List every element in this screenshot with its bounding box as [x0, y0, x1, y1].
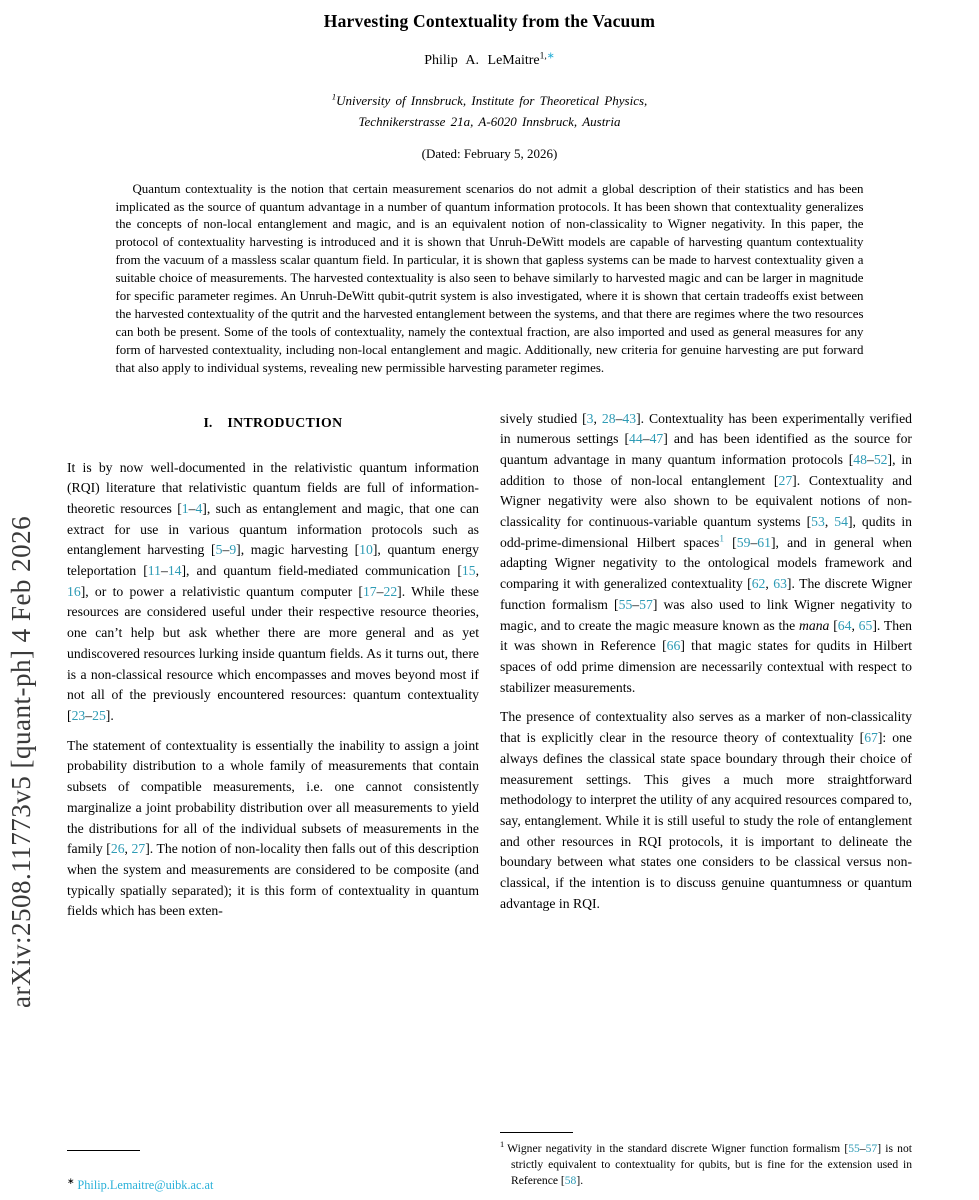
text-run: ], quantum energy teleportation [: [67, 542, 479, 579]
text-run: –: [376, 583, 384, 599]
text-run: ]. The notion of non-locality then falls out of this description when the system and measurements are considered to be composite (and typically spatially separated); it is this form of contextuality in quantum fields which has been exten-: [67, 841, 479, 919]
citation-link[interactable]: 53: [811, 514, 825, 530]
text-run: ], and in general when adapting Wigner negativity to the ontological models framework and comparing it with generalized contextuality [: [500, 534, 913, 592]
citation-link[interactable]: 67: [864, 730, 878, 746]
text-run: –: [160, 563, 168, 579]
footnote-right: [500, 1132, 912, 1188]
text-run: ] is not strictly equivalent to contextuality for qubits, but is fine for the extension used in Reference [: [511, 1142, 912, 1187]
text-run: ], and quantum field-mediated communication [: [181, 563, 462, 579]
text-run: ,: [124, 841, 132, 857]
citation-link[interactable]: 55: [618, 596, 633, 612]
citation-link[interactable]: 27: [131, 841, 146, 857]
text-run: sively studied [: [500, 410, 587, 426]
left-column: [67, 409, 479, 931]
citation-link[interactable]: 26: [110, 841, 125, 857]
abstract: [116, 181, 864, 378]
citation-link[interactable]: 43: [622, 410, 637, 426]
citation-link[interactable]: 57: [865, 1142, 878, 1155]
text-run: ,: [475, 563, 479, 579]
paragraph: [67, 736, 479, 922]
text-run: ]. Contextuality has been experimentally verified in numerous settings [: [500, 410, 912, 447]
citation-link[interactable]: 23: [71, 708, 86, 723]
citation-link[interactable]: 14: [167, 563, 182, 579]
citation-link[interactable]: 1: [181, 500, 189, 516]
citation-link[interactable]: 17: [362, 583, 377, 599]
paper-content: [67, 0, 912, 931]
text-run: ] that magic states for qudits in Hilbert spaces of odd prime dimension are necessarily contextual with respect to stabilizer measurements.: [500, 638, 912, 695]
text-run: ]. Contextuality and Wigner negativity were also shown to be equivalent notions of non-classicality for continuous-variable quantum systems [: [500, 472, 912, 530]
citation-link[interactable]: 44: [629, 431, 643, 447]
text-run: ,: [824, 514, 835, 530]
citation-link[interactable]: 10: [359, 542, 373, 558]
text-run: ].: [105, 708, 114, 723]
email-link[interactable]: Philip.Lemaitre@uibk.ac.at: [77, 1178, 214, 1192]
text-run: ,: [593, 410, 602, 426]
citation-link[interactable]: 55: [848, 1142, 860, 1155]
text-run: ,: [851, 617, 859, 633]
paragraph: [500, 409, 912, 699]
citation-link[interactable]: 54: [834, 514, 848, 530]
text-run: ], or to power a relativistic quantum computer [: [80, 583, 363, 599]
paragraph: [500, 707, 912, 914]
citation-link[interactable]: 4: [195, 500, 203, 516]
author-line: [67, 53, 912, 69]
footnote-1: [500, 1141, 912, 1188]
affiliation-marker: 1: [331, 91, 337, 102]
right-column: [500, 409, 912, 931]
citation-link[interactable]: 3: [586, 410, 594, 426]
abstract-text: Quantum contextuality is the notion that certain measurement scenarios do not admit a global description of their statistics and has been implicated as the source of quantum advantage in a number of quantum information protocols. It has been shown that contextuality generalizes the concepts of non-local entanglement and magic, and is an equivalent notion of non-classicality to Wigner negativity. In this paper, the protocol of contextuality harvesting is introduced and it is shown that Unruh-DeWitt models are capable of harvesting quantum contextuality from the vacuum of a massless scalar quantum field. In particular, it is shown that gapless systems can be made to harvest contextuality given a suitable choice of measurements. The harvested contextuality is also seen to behave similarly to harvested magic and can be larger in magnitude for specific parameter regimes. An Unruh-DeWitt qubit-qutrit system is also investigated, where it is shown that certain tradeoffs exist between the harvested contextuality of the qutrit and the harvested entanglement between the systems, and that there are regimes where the two resources can both be present. Some of the tools of contextuality, namely the contextual fraction, are also imported and used as general measures for any form of harvested contextuality, including non-local entanglement and magic. Additionally, new criteria for genuine harvesting are put forward that also apply to individual systems, revealing new permissible harvesting parameter regimes.: [115, 181, 864, 375]
citation-link[interactable]: 58: [564, 1173, 577, 1187]
author-affiliation-marker: 1,: [539, 51, 547, 62]
text-run: It is by now well-documented in the relativistic quantum information (RQI) literature that relativistic quantum fields are full of information-theoretic resources [: [67, 459, 479, 516]
affiliation: [67, 91, 912, 133]
text-run: ] and has been identified as the source for quantum advantage in many quantum information protocols [: [500, 431, 912, 467]
citation-link[interactable]: 28: [601, 410, 616, 426]
text-run: –: [85, 708, 93, 723]
citation-link[interactable]: 66: [666, 638, 681, 654]
text-run: –: [222, 542, 230, 558]
text-run: ], qudits in odd-prime-dimensional Hilbert spaces: [500, 514, 912, 550]
citation-link[interactable]: 62: [751, 576, 766, 592]
citation-link[interactable]: 11: [147, 563, 161, 579]
text-run: –: [859, 1142, 866, 1155]
text-run: ,: [765, 576, 774, 592]
arxiv-watermark: arXiv:2508.11773v5 [quant-ph] 4 Feb 2026: [6, 515, 36, 1008]
text-run: The presence of contextuality also serves as a marker of non-classicality that is explicitly clear in the resource theory of contextuality [: [500, 709, 912, 746]
date-line: (Dated: February 5, 2026): [421, 145, 558, 161]
citation-link[interactable]: 64: [837, 617, 852, 633]
affiliation-line-1: University of Innsbruck, Institute for Theoretical Physics,: [336, 93, 648, 108]
footnote-1-text: [507, 1142, 912, 1187]
text-run: The statement of contextuality is essentially the inability to assign a joint probability distribution to a whole family of measurements that contain subsets of compatible measurements, i.e. one cannot consistently marginalize a joint probability distribution over all measurements to yield the distributions for all of the individual subsets of measurements in the family [: [67, 737, 479, 857]
text-run: ]. Then it was shown in Reference [: [500, 617, 913, 654]
footnote-separator: [500, 1132, 573, 1133]
text-run: ]. While these resources are considered useful under their respective resource theories, one can’t help but ask whether there are more general and as yet undiscovered resources lurking inside quantum fields. As it turns out, there is a non-classical resource which encompasses and moves beyond most if not all of the previously encountered resources: quantum contextuality [: [67, 583, 479, 723]
citation-link[interactable]: 47: [649, 431, 664, 447]
emphasis-text: mana: [798, 617, 830, 633]
text-run: [: [724, 534, 737, 550]
citation-link[interactable]: 52: [873, 451, 888, 467]
citation-link[interactable]: 63: [773, 576, 787, 592]
footnote-1-marker: 1: [500, 1140, 505, 1150]
citation-link[interactable]: 48: [853, 451, 867, 467]
footnote-ref-link[interactable]: 1: [719, 534, 724, 545]
citation-link[interactable]: 15: [461, 563, 476, 579]
author-footnote-marker[interactable]: ∗: [546, 51, 555, 62]
text-run: Wigner negativity in the standard discrete Wigner function formalism [: [507, 1142, 849, 1155]
text-run: –: [615, 410, 623, 426]
citation-link[interactable]: 16: [67, 583, 81, 599]
citation-link[interactable]: 65: [858, 617, 873, 633]
text-run: ]. The discrete Wigner function formalism [: [500, 576, 913, 612]
citation-link[interactable]: 27: [778, 472, 793, 488]
text-run: –: [866, 451, 874, 467]
text-run: –: [188, 500, 196, 516]
citation-link[interactable]: 57: [639, 596, 653, 612]
email-footnote-marker: ∗: [67, 1175, 75, 1186]
footnote-left: [67, 1150, 479, 1193]
citation-link[interactable]: 5: [215, 542, 223, 558]
text-run: –: [632, 596, 640, 612]
text-run: –: [750, 534, 758, 550]
text-run: ], in addition to those of non-local entanglement [: [500, 451, 912, 488]
text-run: ]: one always defines the classical state space boundary through their choice of measurement settings. This gives a much more straightforward methodology to interpret the utility of any acquired resources compared to, say, entanglement. While it is still useful to study the role of entanglement and other resources in RQI protocols, it is important to delineate the boundary between what states one considers to be classical versus non-classical, if the intention is to discuss genuine quantumness or quantum advantage in RQI.: [500, 730, 913, 911]
text-run: ] was also used to link Wigner negativity to magic, and to create the magic measure known as the: [500, 596, 912, 633]
citation-link[interactable]: 25: [92, 708, 106, 723]
paragraph: [67, 458, 479, 727]
text-run: –: [642, 431, 650, 447]
text-run: ], such as entanglement and magic, that one can extract for use in various quantum information protocols such as entanglement harvesting [: [67, 500, 479, 558]
citation-link[interactable]: 61: [757, 534, 771, 550]
footnote-separator: [67, 1150, 140, 1151]
section-title: INTRODUCTION: [227, 414, 343, 430]
text-run: ], magic harvesting [: [236, 542, 360, 558]
paper-title: Harvesting Contextuality from the Vacuum: [323, 11, 656, 31]
author-name: Philip A. LeMaitre: [424, 53, 540, 68]
affiliation-line-2: Technikerstrasse 21a, A-6020 Innsbruck, Austria: [358, 113, 621, 129]
section-number: I.: [203, 414, 213, 430]
email-footnote: [67, 1175, 479, 1193]
section-heading: [67, 415, 479, 431]
citation-link[interactable]: 59: [736, 534, 751, 550]
citation-link[interactable]: 22: [383, 583, 398, 599]
two-column-body: [67, 409, 912, 931]
citation-link[interactable]: 9: [229, 542, 237, 558]
text-run: ].: [576, 1173, 584, 1187]
text-run: [: [829, 617, 838, 633]
